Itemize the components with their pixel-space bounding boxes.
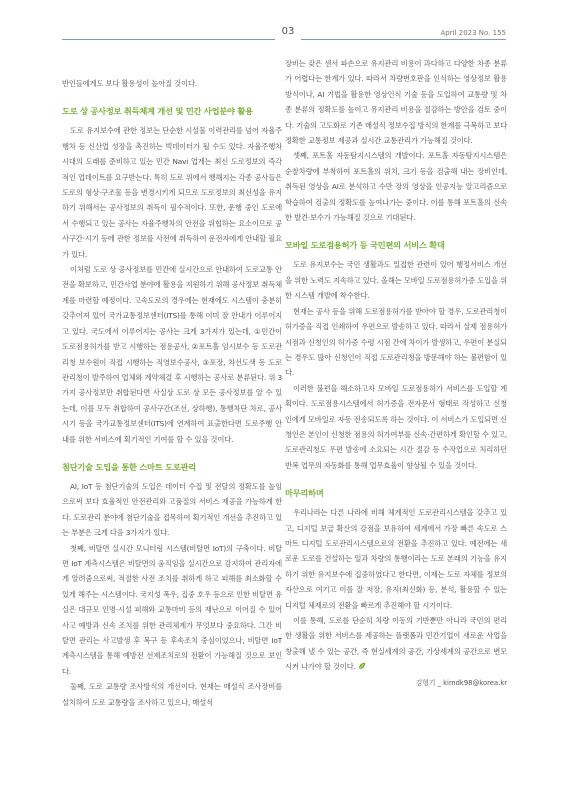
- header-rule-left: [62, 39, 275, 40]
- section-heading: 모바일 도로점용허가 등 국민편의 서비스 확대: [285, 240, 445, 251]
- right-column: [285, 56, 507, 687]
- body-paragraph: 도로 유지보수는 국민 생활과도 밀접한 관련이 있어 행정서비스 개선을 위한 노력도 지속하고 있다. 올해는 모바일 도로점용허가증 도입을 위한 시스템 개발에 착수한다.: [285, 260, 507, 301]
- body-paragraph: 셋째, 포트홀 자동탐지시스템의 개발이다. 포트홀 자동탐지시스템은 순찰차량에 부착하여 포트홀의 위치, 크기 등을 검출해 내는 장비인데, 취득된 영상을 AI로 분석하고 수만 장의 영상을 인공지능 알고리즘으로 학습하여 검출의 정확도를 높여나가는 중이다. 이를 통해 포트홀의 신속한 발견·보수가 가능해질 것으로 기대된다.: [285, 151, 507, 223]
- body-paragraph: 현재는 공사 등을 위해 도로점용허가를 받아야 할 경우, 도로관리청이 허가증을 직접 인쇄하여 우편으로 발송하고 있다. 따라서 실제 점용허가 시점과 신청인의 허가증 수령 시점 간에 차이가 발생하고, 우편이 분실되는 경우도 많아 신청인이 직접 도로관리청을 방문해야 하는 불편함이 있다.: [285, 306, 507, 378]
- author-credit: 김형기 _ kimdk98@korea.kr: [415, 678, 507, 687]
- issue-label: April 2023 No. 155: [440, 29, 506, 37]
- page-number: 03: [281, 26, 295, 37]
- body-paragraph: 첫째, 비탈면 실시간 모니터링 시스템(비탈면 IoT)의 구축이다. 비탈면 IoT 계측시스템은 비탈면의 움직임을 실시간으로 감지하여 관리자에게 알려줌으로써, 적절한 사전 조치를 취하게 하고 피해를 최소화할 수 있게 해주는 시스템이다. 국지성 폭우, 집중 호우 등으로 인한 비탈면 유실은 대규모 인명·시설 피해와 교통마비 등의 재난으로 이어질 수 있어 사고 예방과 신속 조치를 위한 관리체계가 무엇보다 중요하다. 그간 비탈면 관리는 사고발생 후 복구 등 후속조치 중심이었으나, 비탈면 IoT 계측시스템을 통해 예방전 선제조치로의 전환이 가능해질 것으로 보인다.: [62, 543, 282, 676]
- section-heading: 도로 상 공사정보 취득체계 개선 및 민간 사업분야 활용: [62, 106, 253, 117]
- body-paragraph: 장비는 잦은 센서 파손으로 유지관리 비용이 과다하고 다양한 차종 분류가 어렵다는 한계가 있다. 따라서 차량번호판을 인식하는 영상정보 활용방식이나, AI 기법을 활용한 영상인식 기술 등을 도입하여 교통량 및 차종 분류의 정확도를 높이고 유지관리 비용을 절감하는 방안을 검토 중이다. 기술의 고도화로 기존 매설식 정보수집 방식의 한계를 극복하고 보다 정확한 교통정보 제공과 실시간 교통관리가 가능해질 것이다.: [285, 59, 507, 146]
- section-heading: 마무리하며: [285, 488, 324, 499]
- leaf-icon: [358, 662, 366, 670]
- page-header: [0, 0, 566, 44]
- section-heading: 첨단기술 도입을 통한 스마트 도로관리: [62, 461, 196, 472]
- left-column: [62, 76, 282, 710]
- body-paragraph: 도로 유지보수에 관한 정보는 단순한 시설물 이력관리를 넘어 자율주행차 등 신산업 성장을 촉진하는 빅데이터가 될 수도 있다. 자율주행차 시대의 도래를 준비하고 있는 민간 Navi 업계는 최신 도로정보의 즉각적인 업데이트를 요구받는다. 특히 도로 위에서 행해지는 각종 공사들은 도로의 형상·구조물 등을 변경시키게 되므로 도로정보의 최신성을 유지하기 위해서는 공사정보의 취득이 필수적이다. 또한, 운행 중인 도로에서 수행되고 있는 공사는 자율주행차의 안전을 위협하는 요소이므로 공사구간·시기 등에 관한 정보를 사전에 취득하여 운전자에게 안내할 필요가 있다.: [62, 126, 282, 259]
- body-paragraph: 둘째, 도로 교통량 조사방식의 개선이다. 현재는 매설식 조사장비를 설치하여 도로 교통량을 조사하고 있으나, 매설식: [62, 682, 282, 707]
- body-paragraph: 반인들에게도 보다 활용성이 높아질 것이다.: [62, 79, 198, 88]
- body-paragraph: 이를 통해, 도로를 단순히 차량 이동의 기반뿐만 아니라 국민의 편리한 생활을 위한 서비스를 제공하는 플랫폼과 민간기업이 새로운 사업을 창출해 낼 수 있는 공간, 즉 현실세계의 공간, 가상세계의 공간으로 변모시켜 나가야 할 것이다.: [285, 616, 507, 672]
- body-paragraph: 이처럼 도로 상 공사정보를 민간에 실시간으로 안내하여 도로교통 안전을 확보하고, 민간사업 분야에 활용을 지원하기 위해 공사정보 취득체계를 마련할 예정이다. 고속도로의 경우에는 현재에도 시스템이 충분히 갖추어져 있어 국가교통정보센터(ITS)를 통해 이미 잘 안내가 이루어지고 있다. 국도에서 이루어지는 공사는 크게 3가지가 있는데, ①민간이 도로점용허가를 받고 시행하는 점용공사, ②포트홀 임시보수 등 도로관리청 보수원이 직접 시행하는 직영보수공사, ③포장, 차선도색 등 도로관리청이 발주하여 업체와 계약체결 후 시행하는 공사로 분류된다. 위 3가지 공사정보만 취합된다면 사실상 도로 상 모든 공사정보를 알 수 있는데, 이를 모두 취합하여 공사구간(조선, 상하행), 통행차단 차로, 공사시기 등을 국가교통정보센터(ITS)에 연계하여 표출한다면 도로주행 안내를 위한 서비스에 획기적인 기여를 할 수 있을 것이다.: [62, 265, 282, 444]
- header-rule-right: [301, 39, 506, 40]
- body-paragraph: 이러한 불편을 해소하고자 모바일 도로점용허가 서비스를 도입할 계획이다. 도로점용시스템에서 허가증을 전자문서 형태로 작성하고 신청인에게 모바일로 자동 전송되도록 하는 것이다. 이 서비스가 도입되면 신청인은 본인이 신청한 점용의 허가여부를 신속·간편하게 확인할 수 있고, 도로관리청도 우편 발송에 소요되는 시간 절감 등 수작업으로 처리하던 반복 업무의 자동화를 통해 업무효율이 향상될 수 있을 것이다.: [285, 383, 507, 470]
- body-paragraph: 우리나라는 다른 나라에 비해 체계적인 도로관리시스템을 갖추고 있고, 디지털 보급 확산의 강점을 보유하여 세계에서 가장 빠른 속도로 스마트 디지털 도로관리시스템으로의 전환을 추진하고 있다. 예전에는 새로운 도로를 건설하는 일과 차량의 통행이라는 도로 본래의 기능을 유지하기 위한 유지보수에 집중하였다고 한다면, 이제는 도로 자체를 정보의 자산으로 여기고 이를 잘 저장, 유지(최신화) 등, 분석, 활용할 수 있는 디지털 체제로의 전환을 빠르게 추진해야 할 시기이다.: [285, 508, 507, 610]
- body-paragraph: AI, IoT 등 첨단기술의 도입은 데이터 수집 및 전달의 정확도를 높임으로써 보다 효율적인 안전관리와 고품질의 서비스 제공을 가능하게 한다. 도로관리 분야에 첨단기술을 접목하여 획기적인 개선을 추진하고 있는 부분은 크게 다음 3가지가 있다.: [62, 481, 282, 538]
